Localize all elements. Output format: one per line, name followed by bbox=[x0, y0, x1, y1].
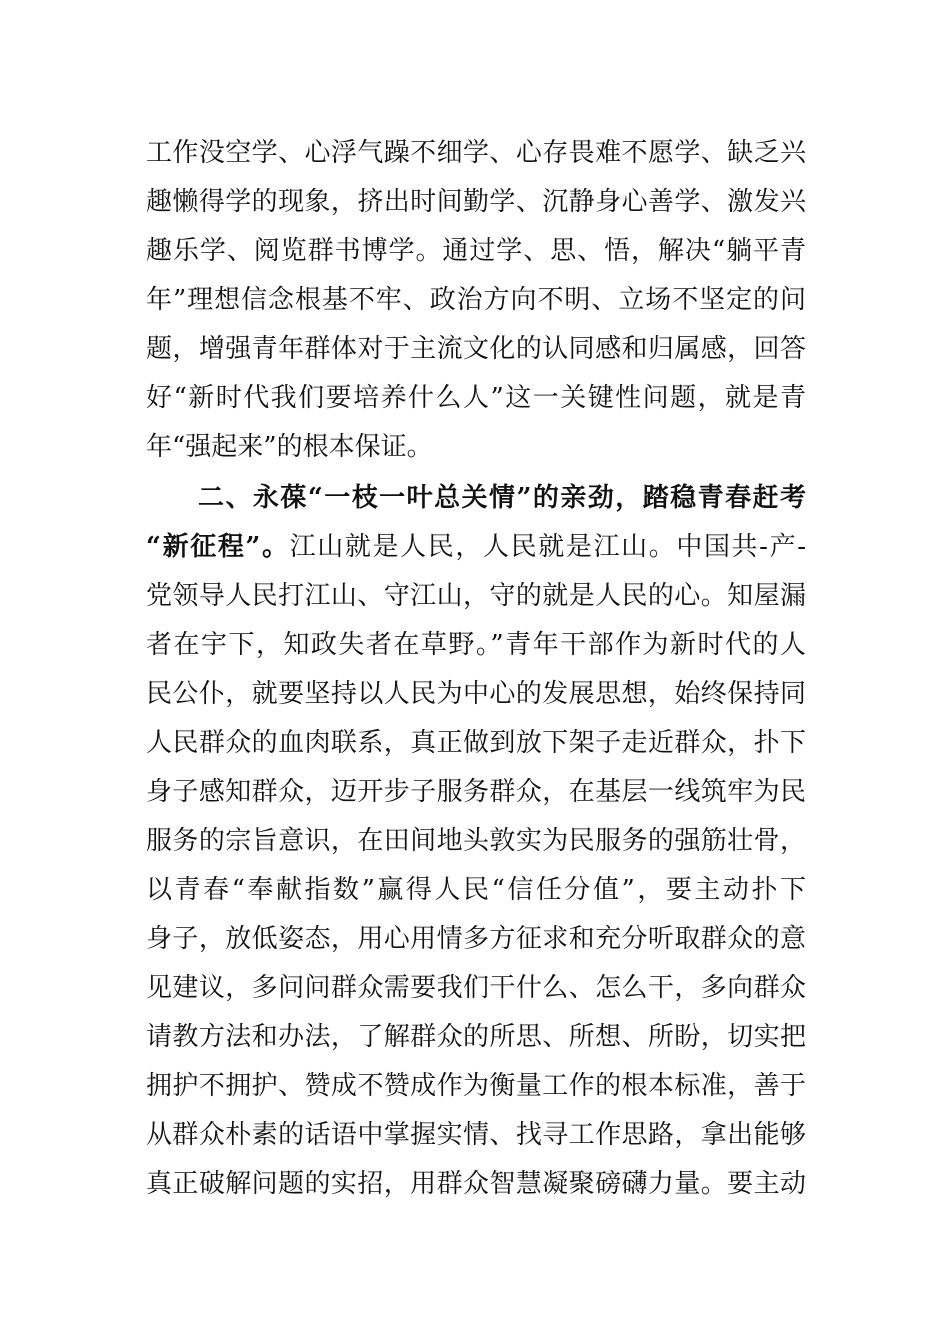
heading-continuation-line bbox=[146, 527, 806, 567]
text-line: 好“新时代我们要培养什么人”这一关键性问题，就是青 bbox=[146, 383, 806, 413]
text-line: 请教方法和办法，了解群众的所思、所想、所盼，切实把 bbox=[146, 1022, 806, 1052]
text-line: 年“强起来”的根本保证。 bbox=[146, 432, 433, 462]
text-line: 者在宇下，知政失者在草野。”青年干部作为新时代的人 bbox=[146, 630, 806, 660]
text-line: 民公仆，就要坚持以人民为中心的发展思想，始终保持同 bbox=[146, 679, 806, 709]
text-line: 服务的宗旨意识，在田间地头敦实为民服务的强筋壮骨， bbox=[146, 826, 806, 856]
text-line: 人民群众的血肉联系，真正做到放下架子走近群众，扑下 bbox=[146, 728, 806, 758]
paragraph-start: 江山就是人民，人民就是江山。中国共-产- bbox=[289, 532, 806, 562]
text-line: 身子感知群众，迈开步子服务群众，在基层一线筑牢为民 bbox=[146, 777, 806, 807]
text-line: 以青春“奉献指数”赢得人民“信任分值”，要主动扑下 bbox=[146, 875, 806, 905]
section-heading: 二、永葆“一枝一叶总关情”的亲劲，踏稳青春赶考 bbox=[198, 483, 806, 513]
text-line: 趣乐学、阅览群书博学。通过学、思、悟，解决“躺平青 bbox=[146, 236, 806, 266]
section-heading-end: “新征程”。 bbox=[146, 532, 290, 562]
text-line: 拥护不拥护、赞成不赞成作为衡量工作的根本标准，善于 bbox=[146, 1071, 806, 1101]
text-line: 年”理想信念根基不牢、政治方向不明、立场不坚定的问 bbox=[146, 285, 806, 315]
text-line: 题，增强青年群体对于主流文化的认同感和归属感，回答 bbox=[146, 334, 806, 364]
text-line: 从群众朴素的话语中掌握实情、找寻工作思路，拿出能够 bbox=[146, 1120, 806, 1150]
text-line: 工作没空学、心浮气躁不细学、心存畏难不愿学、缺乏兴 bbox=[146, 138, 806, 168]
text-line: 趣懒得学的现象，挤出时间勤学、沉静身心善学、激发兴 bbox=[146, 187, 806, 217]
text-line: 党领导人民打江山、守江山，守的就是人民的心。知屋漏 bbox=[146, 581, 806, 611]
text-line: 见建议，多问问群众需要我们干什么、怎么干，多向群众 bbox=[146, 973, 806, 1003]
text-line: 身子，放低姿态，用心用情多方征求和充分听取群众的意 bbox=[146, 924, 806, 954]
text-line: 真正破解问题的实招，用群众智慧凝聚磅礴力量。要主动 bbox=[146, 1169, 806, 1199]
